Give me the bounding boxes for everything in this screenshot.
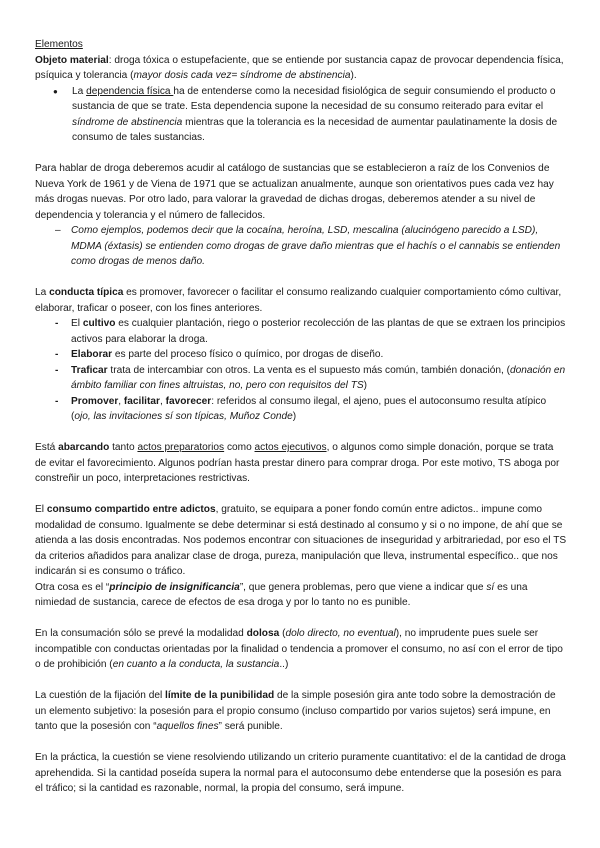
dolosa-close: ..) bbox=[279, 659, 289, 670]
insignificancia-pre: Otra cosa es el “ bbox=[35, 581, 110, 593]
bullet-list-dependencia bbox=[35, 84, 567, 146]
traficar-text: trata de intercambiar con otros. La venta es el supuesto más común, también donación, ( bbox=[107, 364, 510, 376]
term-objeto-material: Objeto material bbox=[35, 54, 109, 66]
term-elaborar: Elaborar bbox=[71, 349, 113, 360]
insignificancia-italic: sí bbox=[486, 581, 495, 593]
elaborar-text: es parte del proceso físico o químico, por drogas de diseño. bbox=[112, 349, 384, 360]
italic-list-ejemplos bbox=[35, 223, 567, 270]
objeto-italic: mayor dosis cada vez= síndrome de abstinencia bbox=[133, 70, 351, 81]
cultivo-pre: El bbox=[71, 318, 83, 329]
abarcando-pre: Está bbox=[35, 442, 59, 453]
term-consumo-compartido: consumo compartido entre adictos bbox=[46, 504, 216, 515]
term-actos-ejecutivos: actos ejecutivos bbox=[254, 442, 327, 453]
conducta-text: es promover, favorecer o facilitar el consumo realizando cualquier comportamiento cómo cultivar, elaborar, traficar o poseer, con los fines anteriores. bbox=[35, 287, 562, 314]
term-traficar: Traficar bbox=[71, 364, 108, 376]
term-promover: Promover bbox=[71, 395, 119, 407]
insignificancia-text: ”, que genera problemas, pero que viene a indicar que bbox=[239, 581, 487, 593]
term-dolosa: dolosa bbox=[246, 628, 280, 639]
document-page bbox=[35, 37, 567, 797]
list-item-elaborar bbox=[35, 347, 567, 363]
dependencia-pre: La bbox=[72, 85, 87, 97]
paragraph-dolosa bbox=[35, 626, 567, 673]
abarcando-mid1: tanto bbox=[109, 442, 138, 453]
promover-text: : referidos al consumo ilegal, el ajeno, pues el autoconsumo resulta atípico ( bbox=[71, 395, 547, 422]
term-actos-preparatorios: actos preparatorios bbox=[137, 442, 225, 453]
dependencia-italic: síndrome de abstinencia bbox=[72, 116, 183, 128]
paragraph-abarcando bbox=[35, 440, 567, 487]
compartido-text: , gratuito, se equipara a poner fondo común entre adictos.. impune como modalidad de consumo. Igualmente se debe determinar si está destinado al consumo y si o no impone, de ahí que se atienda a las dosis encontradas. Nos podemos encontrar con situaciones de inseguridad y arbitrariedad, por eso el TS da criterios añadidos para analizar clase de droga, pureza, manipulación que lleva, instrumental específico.. que nos indicarán si es consumo o tráfico. bbox=[35, 504, 567, 577]
ejemplos-italic: Como ejemplos, podemos decir que la cocaína, heroína, LSD, mescalina (alucinógeno parecido a LSD), MDMA (éxtasis) se entienden como drogas de grave daño mientras que el hachís o el cannabis se entienden como drogas de menos daño. bbox=[71, 225, 561, 267]
objeto-close: ). bbox=[350, 70, 357, 81]
bullet-item-dependencia bbox=[35, 84, 567, 146]
section-heading bbox=[35, 37, 567, 53]
term-abarcando: abarcando bbox=[58, 442, 110, 453]
conducta-pre: La bbox=[35, 287, 50, 298]
dolosa-text: ), no imprudente pues suele ser incompatible con conductas orientadas por la finalidad o tendencia a promover el consumo, no así con el error de tipo o de prohibición ( bbox=[35, 628, 563, 670]
traficar-close: ) bbox=[363, 380, 368, 391]
term-conducta-tipica: conducta típica bbox=[49, 287, 124, 298]
paragraph-convenios: Para hablar de droga deberemos acudir al catálogo de sustancias que se establecieron a raíz de los Convenios de Nueva York de 1961 y de Viena de 1971 que se actualizan anualmente, aunque son orientativos pues cada vez hay más drogas nuevas. Por otro lado, para valorar la gravedad de dichas drogas, deberemos atender a su nivel de dependencia y tolerancia y el número de fallecidos. bbox=[35, 163, 554, 221]
list-item-ejemplos bbox=[35, 223, 567, 270]
dolosa-italic2: en cuanto a la conducta, la sustancia bbox=[112, 659, 280, 670]
paragraph-limite-punibilidad bbox=[35, 688, 567, 735]
compartido-pre: El bbox=[35, 504, 47, 515]
term-cultivo: cultivo bbox=[82, 318, 116, 329]
term-principio-insignificancia: principio de insignificancia bbox=[109, 581, 240, 593]
objeto-text: : droga tóxica o estupefaciente, que se entiende por sustancia capaz de provocar dependencia física, psíquica y tolerancia ( bbox=[35, 54, 564, 81]
limite-text: de la simple posesión gira ante todo sobre la demostración de un elemento subjetivo: la posesión para el propio consumo (incluso compartido por varios sujetos) será impune, en tanto que la posesión con “ bbox=[35, 690, 556, 732]
list-item-cultivo bbox=[35, 316, 567, 347]
dolosa-pre: En la consumación sólo se prevé la modalidad bbox=[35, 628, 247, 639]
abarcando-text: , o algunos como simple donación, porque se trata de evitar el favorecimiento. Algunos podrían hasta prestar dinero para comprar droga. Por este motivo, TS aboga por constreñir un poco, interpretaciones restrictivas. bbox=[35, 442, 560, 484]
limite-rest: ” será punible. bbox=[218, 721, 283, 732]
term-facilitar: facilitar bbox=[123, 395, 160, 407]
traficar-italic: donación en ámbito familiar con fines altruistas, no, pero con requisitos del TS bbox=[71, 364, 566, 391]
term-dependencia-fisica: dependencia física bbox=[86, 85, 174, 97]
comma-2: , bbox=[159, 395, 166, 407]
dolosa-open: ( bbox=[279, 628, 286, 639]
abarcando-mid2: como bbox=[224, 442, 255, 453]
limite-italic: aquellos fines bbox=[156, 721, 219, 732]
limite-pre: La cuestión de la fijación del bbox=[35, 690, 166, 701]
dependencia-rest: mientras que la tolerancia es la necesidad de aumentar paulatinamente la dosis de consumo de tales sustancias. bbox=[72, 116, 558, 143]
paragraph-consumo-compartido bbox=[35, 502, 567, 580]
list-item-traficar bbox=[35, 363, 567, 394]
comma-1: , bbox=[118, 395, 124, 407]
dolosa-italic: dolo directo, no eventual bbox=[285, 628, 396, 639]
insignificancia-rest: es una nimiedad de sustancia, carece de efectos de esa droga y por lo tanto no es punible. bbox=[35, 581, 528, 608]
promover-italic: ojo, las invitaciones sí son típicas, Muñoz Conde bbox=[74, 411, 293, 422]
term-limite-punibilidad: límite de la punibilidad bbox=[165, 690, 275, 701]
list-item-promover bbox=[35, 394, 567, 425]
cultivo-text: es cualquier plantación, riego o posterior recolección de las plantas de que se extraen los principios activos para elaborar la droga. bbox=[71, 318, 566, 345]
dependencia-text: ha de entenderse como la necesidad fisiológica de seguir consumiendo el producto o sustancia de que se trate. Esta dependencia supone la necesidad de su consumo reiterado para evitar el bbox=[72, 85, 556, 112]
heading-text: Elementos bbox=[35, 39, 83, 50]
paragraph-conducta-tipica bbox=[35, 285, 567, 316]
paragraph-objeto-material bbox=[35, 53, 567, 84]
promover-close: ) bbox=[292, 411, 297, 422]
term-favorecer: favorecer bbox=[165, 395, 212, 407]
dash-list-conductas bbox=[35, 316, 567, 425]
paragraph-insignificancia bbox=[35, 580, 567, 611]
paragraph-practica: En la práctica, la cuestión se viene resolviendo utilizando un criterio puramente cuantitativo: el de la cantidad de droga aprehendida. Si la cantidad poseída supera la normal para el autoconsumo debe entenderse que la posesión es para el tráfico; si la cantidad es razonable, normal, la propia del consumo, será impune. bbox=[35, 752, 566, 794]
